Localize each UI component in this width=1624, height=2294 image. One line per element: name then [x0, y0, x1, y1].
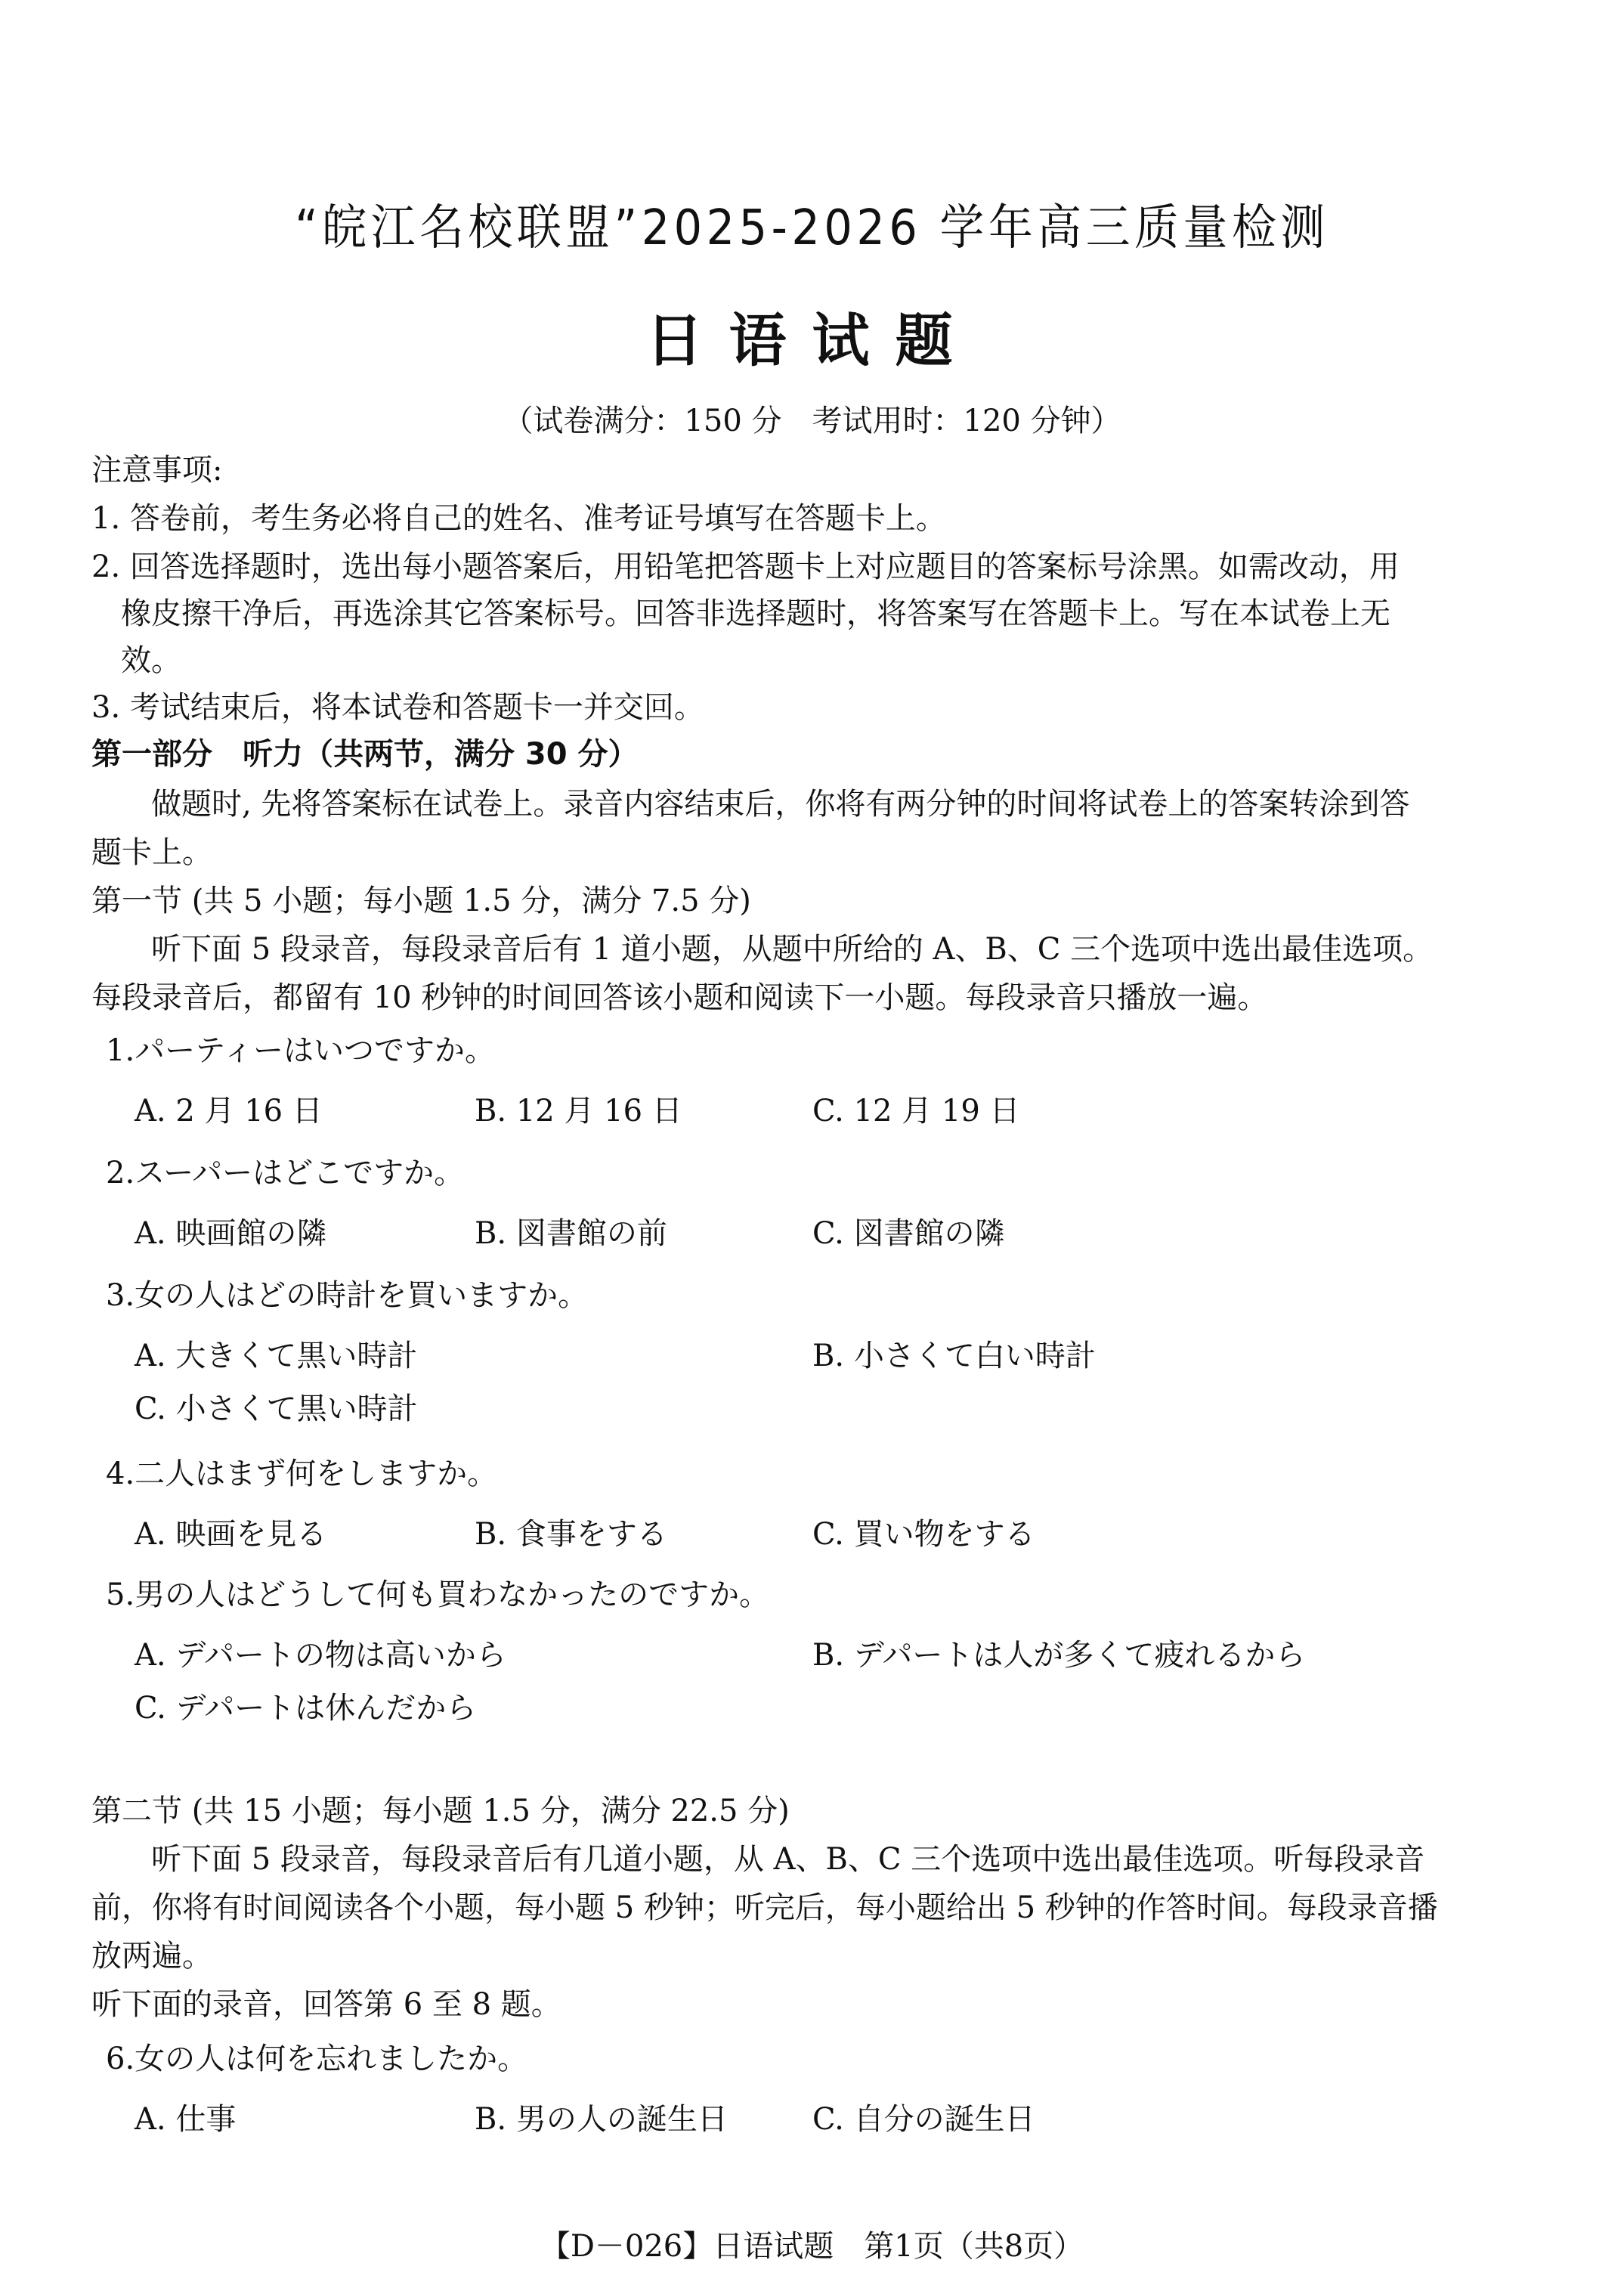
question-4-option-b[interactable]: B. 食事をする: [475, 1517, 667, 1552]
section1-instructions: 听下面 5 段录音，每段录音后有 1 道小题，从题中所给的 A、B、C 三个选项中选出最佳选项。: [151, 932, 1434, 967]
question-6-stem: 6.女の人は何を忘れましたか。: [106, 2042, 528, 2076]
question-5-stem: 5.男の人はどうして何も買わなかったのですか。: [106, 1577, 770, 1612]
question-1-option-a[interactable]: A. 2 月 16 日: [135, 1094, 323, 1128]
part1-intro-cont: 题卡上。: [91, 835, 212, 870]
question-6-option-c[interactable]: C. 自分の誕生日: [812, 2102, 1035, 2137]
note-item-2-cont: 橡皮擦干净后，再选涂其它答案标号。回答非选择题时，将答案写在答题卡上。写在本试卷上无: [121, 596, 1390, 631]
question-5-option-c[interactable]: C. デパートは休んだから: [135, 1691, 477, 1726]
question-6-option-a[interactable]: A. 仕事: [135, 2102, 237, 2137]
group-instruction: 听下面的录音，回答第 6 至 8 题。: [91, 1987, 561, 2022]
question-1-option-c[interactable]: C. 12 月 19 日: [812, 1094, 1020, 1128]
part1-heading: 第一部分 听力（共两节，满分 30 分）: [91, 737, 639, 772]
question-1-option-b[interactable]: B. 12 月 16 日: [475, 1094, 682, 1128]
exam-info: （试卷满分：150 分 考试用时：120 分钟）: [503, 404, 1121, 438]
section1-instructions-cont: 每段录音后，都留有 10 秒钟的时间回答该小题和阅读下一小题。每段录音只播放一遍。: [91, 980, 1268, 1015]
note-item-3: 3. 考试结束后，将本试卷和答题卡一并交回。: [91, 690, 704, 725]
part1-intro: 做题时, 先将答案标在试卷上。录音内容结束后，你将有两分钟的时间将试卷上的答案转涂到答: [151, 787, 1410, 822]
notes-heading: 注意事项:: [91, 453, 223, 488]
question-3-option-a[interactable]: A. 大きくて黒い時計: [135, 1339, 418, 1373]
question-3-option-c[interactable]: C. 小さくて黒い時計: [135, 1392, 418, 1426]
subject-title: 日语试题: [645, 307, 979, 374]
question-4-option-c[interactable]: C. 買い物をする: [812, 1517, 1035, 1552]
section2-instructions-cont: 前，你将有时间阅读各个小题，每小题 5 秒钟；听完后，每小题给出 5 秒钟的作答时间。每段录音播: [91, 1890, 1438, 1925]
question-6-option-b[interactable]: B. 男の人の誕生日: [475, 2102, 728, 2137]
section1-heading: 第一节 (共 5 小题；每小题 1.5 分，满分 7.5 分): [91, 884, 751, 918]
question-4-stem: 4.二人はまず何をしますか。: [106, 1457, 498, 1491]
question-2-option-a[interactable]: A. 映画館の隣: [135, 1216, 327, 1251]
question-3-stem: 3.女の人はどの時計を買いますか。: [106, 1278, 589, 1313]
section2-instructions-cont2: 放两遍。: [91, 1939, 212, 1974]
exam-title: “皖江名校联盟”2025-2026 学年高三质量检测: [295, 200, 1329, 256]
question-2-option-b[interactable]: B. 図書館の前: [475, 1216, 667, 1251]
question-4-option-a[interactable]: A. 映画を見る: [135, 1517, 327, 1552]
section2-heading: 第二节 (共 15 小题；每小题 1.5 分，满分 22.5 分): [91, 1794, 790, 1828]
question-3-option-b[interactable]: B. 小さくて白い時計: [812, 1339, 1096, 1373]
section2-instructions: 听下面 5 段录音，每段录音后有几道小题，从 A、B、C 三个选项中选出最佳选项。听每段录音: [151, 1842, 1425, 1877]
question-5-option-a[interactable]: A. デパートの物は高いから: [135, 1638, 506, 1673]
question-5-option-b[interactable]: B. デパートは人が多くて疲れるから: [812, 1638, 1306, 1673]
note-item-2: 2. 回答选择题时，选出每小题答案后，用铅笔把答题卡上对应题目的答案标号涂黑。如需改动，用: [91, 550, 1400, 584]
question-1-stem: 1.パーティーはいつですか。: [106, 1033, 495, 1068]
note-item-2-cont2: 效。: [121, 643, 181, 678]
question-2-option-c[interactable]: C. 図書館の隣: [812, 1216, 1005, 1251]
page-footer: 【D－026】日语试题 第1页（共8页）: [540, 2229, 1084, 2264]
note-item-1: 1. 答卷前，考生务必将自己的姓名、准考证号填写在答题卡上。: [91, 501, 946, 536]
question-2-stem: 2.スーパーはどこですか。: [106, 1156, 465, 1190]
